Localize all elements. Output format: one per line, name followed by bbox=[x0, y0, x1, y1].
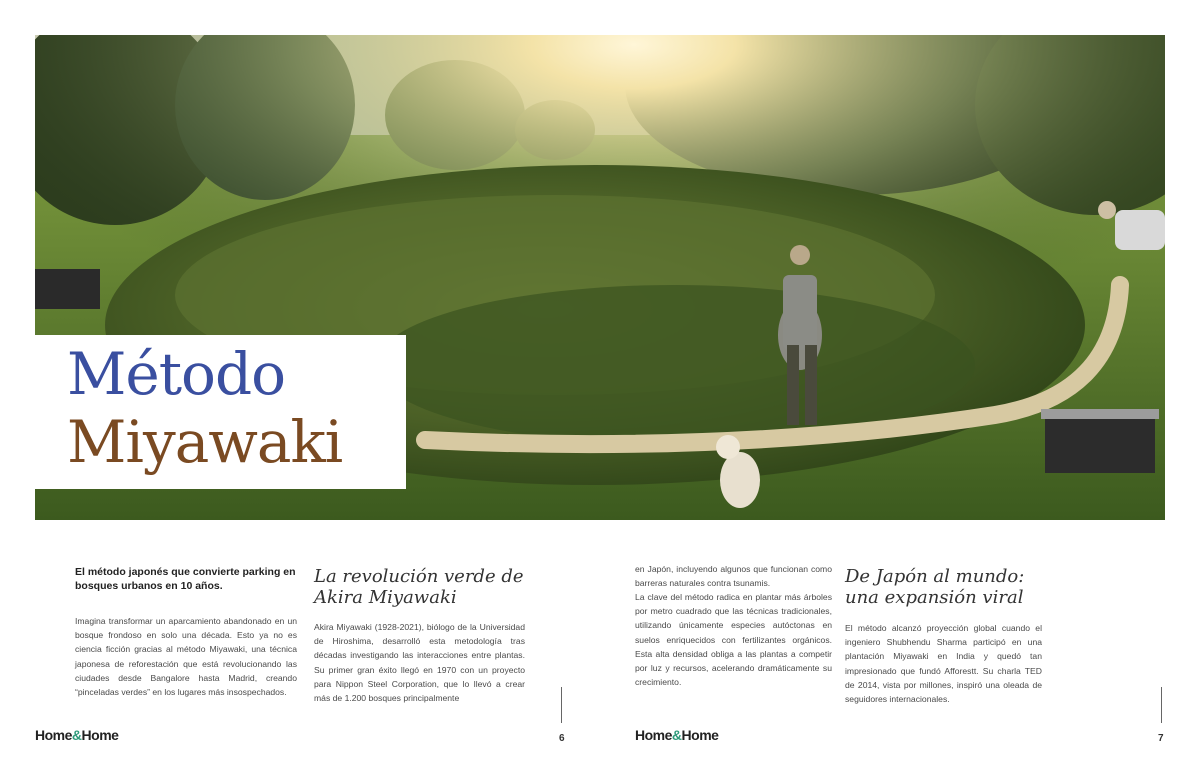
col3-paragraph-2: La clave del método radica en plantar más árboles por metro cuadrado que las técnicas tradicionales, utilizando únicamente especies autóctonas en suelos enriquecidos con fertilizantes orgánicos. Esta alta densidad obliga a las plantas a competir por luz y recursos, acelerando dramáticamente su crecimiento. bbox=[635, 592, 832, 688]
logo-right-word1: Home bbox=[635, 727, 672, 743]
page-number-left: 6 bbox=[559, 733, 565, 744]
title-line-1: Método bbox=[67, 340, 285, 408]
title-box bbox=[35, 335, 406, 489]
section2-body: El método alcanzó proyección global cuando el ingeniero Shubhendu Sharma participó en una plantación Miyawaki en India y quedó tan impresionado que fundó Afforestt. Su charla TED de 2014, vista por millones, inspiró una oleada de seguidores internacionales. bbox=[845, 623, 1042, 705]
logo-left-word2: Home bbox=[81, 727, 119, 743]
page-divider-left bbox=[561, 687, 562, 723]
logo-right bbox=[635, 727, 718, 743]
section1-heading: La revolución verde de Akira Miyawaki bbox=[314, 566, 524, 608]
section1-body: Akira Miyawaki (1928-2021), biólogo de la Universidad de Hiroshima, desarrolló esta metodología tras décadas investigando las interacciones entre plantas. Su primer gran éxito llegó en 1970 con un proyecto para Nippon Steel Corporation, que lo llevó a crear más de 1.200 bosques principalmente bbox=[314, 622, 525, 704]
logo-right-word2: Home bbox=[681, 727, 719, 743]
logo-left-amp: & bbox=[71, 727, 82, 743]
lead-text: El método japonés que convierte parking en bosques urbanos en 10 años. bbox=[75, 566, 296, 592]
page-number-right: 7 bbox=[1158, 733, 1164, 744]
col3-paragraph-1: en Japón, incluyendo algunos que funcionan como barreras naturales contra tsunamis. bbox=[635, 564, 832, 589]
logo-left-word1: Home bbox=[35, 727, 72, 743]
title-line-2: Miyawaki bbox=[67, 408, 343, 476]
logo-right-amp: & bbox=[671, 727, 682, 743]
intro-paragraph: Imagina transformar un aparcamiento abandonado en un bosque frondoso en solo una década. Esto ya no es ciencia ficción gracias al método Miyawaki, una técnica japonesa de reforestación que está revolucionando las ciudades desde Bangalore hasta Madrid, creando “pinceladas verdes” en los lugares más insospechados. bbox=[75, 616, 297, 698]
logo-left bbox=[35, 727, 118, 743]
page-divider-right bbox=[1161, 687, 1162, 723]
section2-heading: De Japón al mundo: una expansión viral bbox=[845, 566, 1025, 608]
